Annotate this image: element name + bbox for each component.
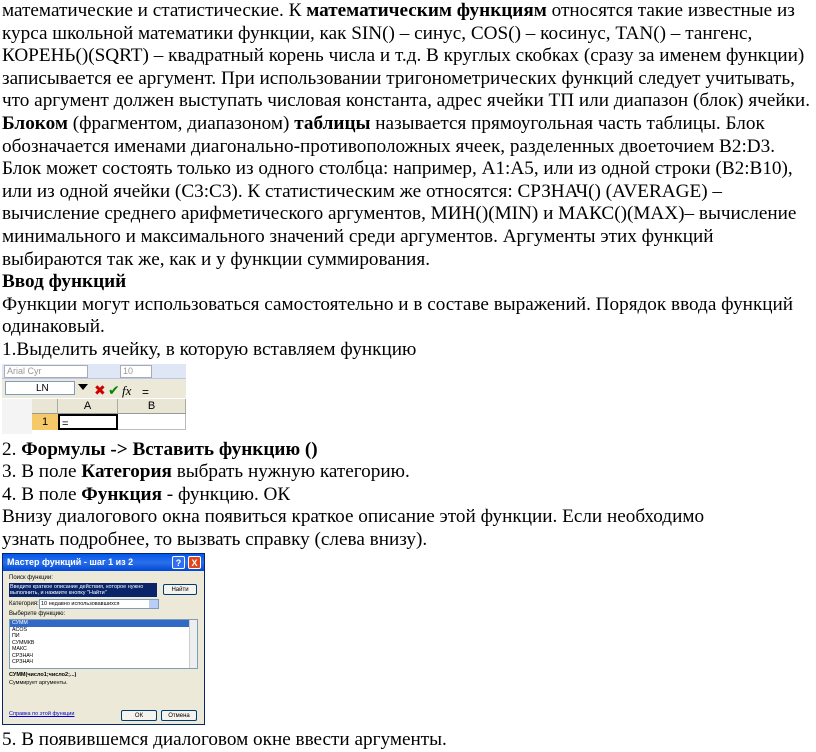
excel-formula-bar-figure <box>2 364 186 434</box>
list-scrollbar[interactable] <box>189 620 197 668</box>
field-name-category: Категория <box>81 461 172 483</box>
bold-term-block: Блоком <box>2 112 68 134</box>
text-segment: 4. В поле <box>2 483 82 505</box>
insert-function-icon[interactable]: fx <box>122 382 132 398</box>
column-header-b[interactable]: B <box>118 399 186 413</box>
row-header-1[interactable]: 1 <box>32 414 59 430</box>
text-segment: математические и статистические. К <box>2 0 307 21</box>
help-link[interactable]: Справка по этой функции <box>9 711 75 718</box>
formula-bar <box>2 379 186 398</box>
chevron-down-icon[interactable] <box>149 600 158 608</box>
column-header-row <box>32 399 186 414</box>
chevron-down-icon[interactable] <box>78 384 88 390</box>
checkmark-icon[interactable]: ✔ <box>108 381 120 398</box>
column-header-a[interactable]: A <box>58 399 118 413</box>
list-item[interactable]: СУММ <box>10 620 197 627</box>
search-input[interactable]: Введите краткое описание действия, которое нужно выполнить, и нажмите кнопку "Найти" <box>9 583 157 597</box>
cell-b1[interactable] <box>118 414 186 430</box>
sheet-grid <box>2 399 186 434</box>
text-segment: (фрагментом, диапазоном) <box>67 112 295 134</box>
dialog-title: Мастер функций - шаг 1 из 2 <box>7 557 134 568</box>
select-function-label: Выберите функцию: <box>9 611 66 618</box>
text-segment: - функцию. ОК <box>161 483 291 505</box>
font-size-box[interactable]: 10 <box>120 365 152 378</box>
heading-text: Ввод функций <box>2 271 127 293</box>
sheet-icon <box>2 399 32 434</box>
bold-term-table: таблицы <box>294 112 371 134</box>
step-3 <box>2 461 814 484</box>
step-number: 2. <box>2 438 22 460</box>
function-list[interactable] <box>9 619 198 669</box>
function-signature: СУММ(число1;число2;...) <box>9 672 77 679</box>
cell-a1[interactable]: = <box>58 414 118 430</box>
step-1: 1.Выделить ячейку, в которую вставляем функцию <box>2 338 417 360</box>
corner-cell[interactable] <box>32 399 58 413</box>
help-button[interactable]: ? <box>172 556 185 569</box>
font-name-box[interactable]: Arial Cyr <box>4 365 88 378</box>
step-2 <box>2 439 814 462</box>
name-box[interactable]: LN <box>5 381 75 395</box>
search-label: Поиск функции: <box>9 575 53 582</box>
paragraph-functions-usage: Функции могут использоваться самостоятельно и в составе выражений. Порядок ввода функций одинаковый. <box>2 293 794 338</box>
cancel-icon[interactable]: ✖ <box>94 381 106 398</box>
ok-button[interactable]: ОК <box>121 710 157 721</box>
text-segment: относятся такие известные из курса школьной математики функции, как SIN() – синус, COS() – косинус, TAN() – тангенс, КОРЕНЬ()(SQRT) – квадратный корень числа и т.д. В круглых скобках (сразу за именем функции) записывается ее аргумент. При использовании тригонометрических функций следует учитывать, что аргумент должен выступать числовая константа, адрес ячейки ТП или диапазон (блок) ячейки. <box>2 0 810 112</box>
document-body <box>2 0 814 752</box>
list-item[interactable]: СУММКВ <box>12 639 35 646</box>
step-5: 5. В появившемся диалоговом окне ввести аргументы. <box>2 729 447 751</box>
close-button[interactable]: X <box>188 556 201 569</box>
function-description: Суммирует аргументы. <box>9 680 68 687</box>
function-wizard-dialog <box>2 553 205 725</box>
list-item[interactable]: ПИ <box>12 633 20 640</box>
text-segment: выбрать нужную категорию. <box>171 461 410 483</box>
paragraph-dialog-hint: Внизу диалогового окна появиться краткое описание этой функции. Если необходимо узнать подробнее, то вызвать справку (слева внизу). <box>2 506 705 550</box>
list-item[interactable]: ACOS <box>12 626 28 633</box>
category-select[interactable]: 10 недавно использовавшихся <box>39 599 159 609</box>
field-name-function: Функция <box>81 483 162 505</box>
text-segment: называется прямоугольная часть таблицы. Блок обозначается именами диагонально-противоположных ячеек, разделенных двоеточием В2:D3. Блок может состоять только из одного столбца: например, А1:А5, или из одной строки (В2:В10), или из одной ячейки (С3:С3). К статистическим же относятся: СРЗНАЧ() (AVERAGE) – вычисление среднего арифметического аргументов, МИН()(MIN) и МАКС()(MAX)– вычисление минимального и максимального значений среди аргументов. Аргументы этих функций выбираются так же, как и у функции суммирования. <box>2 112 797 270</box>
formula-content[interactable]: = <box>142 384 150 399</box>
paragraph-math-functions <box>2 0 814 271</box>
step-4 <box>2 484 814 507</box>
section-heading <box>2 271 814 294</box>
find-button[interactable]: Найти <box>163 584 197 595</box>
font-toolbar <box>2 364 186 379</box>
bold-term-math-functions: математическим функциям <box>306 0 547 21</box>
list-item[interactable]: СРЗНАЧ <box>12 659 33 666</box>
list-item[interactable]: СРЗНАЧ <box>12 652 33 659</box>
menu-path: Формулы -> Вставить функцию () <box>21 438 318 460</box>
list-item[interactable]: МАКС <box>12 646 27 653</box>
cancel-button[interactable]: Отмена <box>161 710 197 721</box>
text-segment: 3. В поле <box>2 461 82 483</box>
category-label: Категория: <box>9 601 39 608</box>
